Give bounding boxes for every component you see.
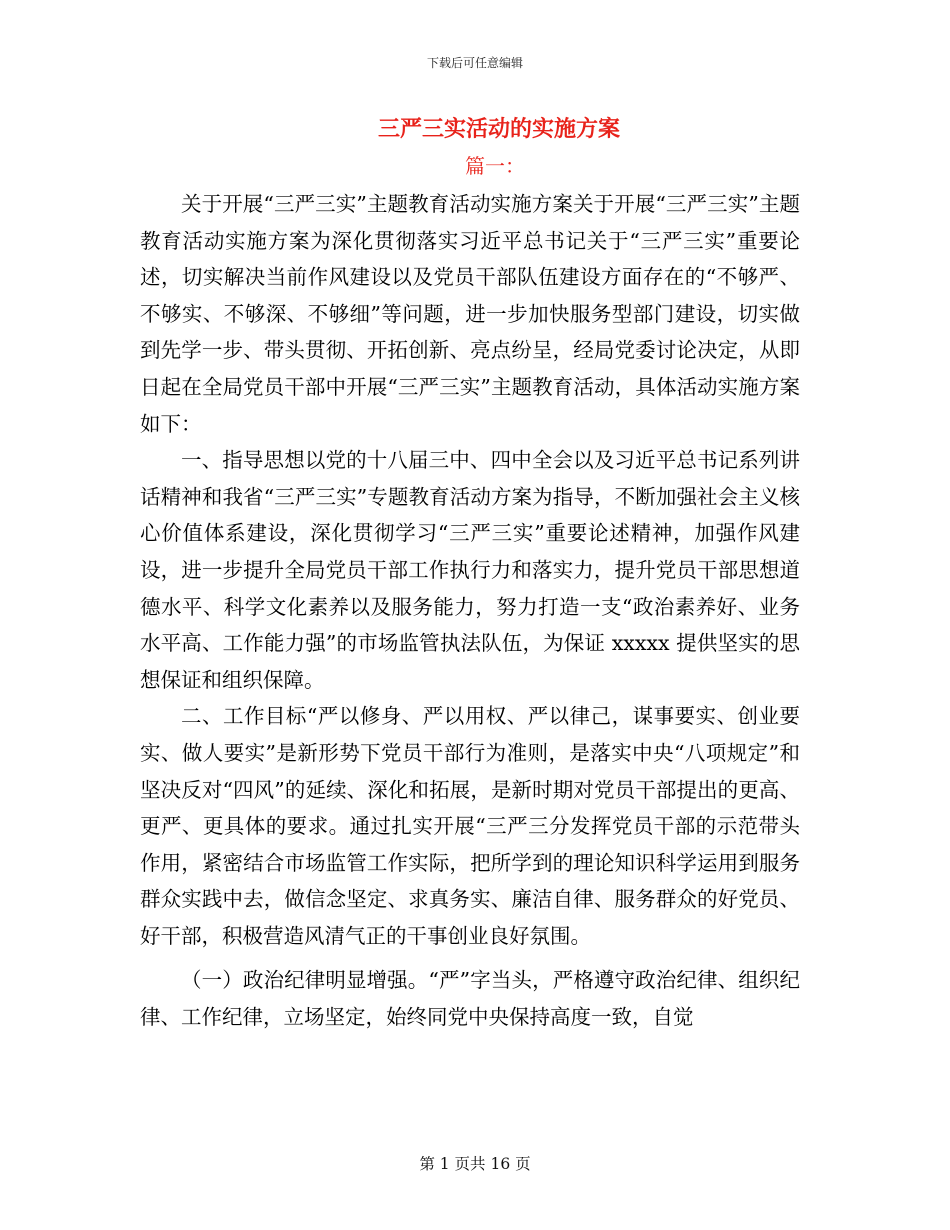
document-subtitle: 篇一：: [465, 154, 525, 178]
document-body: [140, 186, 800, 1036]
page-header-note: 下载后可任意编辑: [426, 56, 523, 70]
paragraph-intro: 关于开展“三严三实”主题教育活动实施方案关于开展“三严三实”主题教育活动实施方案为深化贯彻落实习近平总书记关于“三严三实”重要论述，切实解决当前作风建设以及党员干部队伍建设方面存在的“不够严、不够实、不够深、不够细”等问题，进一步加快服务型部门建设，切实做到先学一步、带头贯彻、开拓创新、亮点纷呈，经局党委讨论决定，从即日起在全局党员干部中开展“三严三实”主题教育活动，具体活动实施方案如下：: [140, 192, 800, 436]
paragraph-guiding-ideology: 一、指导思想以党的十八届三中、四中全会以及习近平总书记系列讲话精神和我省“三严三实”专题教育活动方案为指导，不断加强社会主义核心价值体系建设，深化贯彻学习“三严三实”重要论述精神，加强作风建设，进一步提升全局党员干部工作执行力和落实力，提升党员干部思想道德水平、科学文化素养以及服务能力，努力打造一支“政治素养好、业务水平高、工作能力强”的市场监管执法队伍，为保证 xxxxx 提供坚实的思想保证和组织保障。: [140, 448, 800, 692]
document-title: 三严三实活动的实施方案: [377, 116, 620, 142]
page-number-footer: 第 1 页共 16 页: [419, 1155, 531, 1173]
paragraph-political-discipline: （一）政治纪律明显增强。“严”字当头，严格遵守政治纪律、组织纪律、工作纪律，立场坚定，始终同党中央保持高度一致，自觉: [140, 968, 800, 1030]
paragraph-work-goals: 二、工作目标“严以修身、严以用权、严以律己，谋事要实、创业要实、做人要实”是新形势下党员干部行为准则，是落实中央“八项规定”和坚决反对“四风”的延续、深化和拓展，是新时期对党员干部提出的更高、更严、更具体的要求。通过扎实开展“三严三分发挥党员干部的示范带头作用，紧密结合市场监管工作实际，把所学到的理论知识科学运用到服务群众实践中去，做信念坚定、求真务实、廉洁自律、服务群众的好党员、好干部，积极营造风清气正的干事创业良好氛围。: [140, 704, 800, 948]
